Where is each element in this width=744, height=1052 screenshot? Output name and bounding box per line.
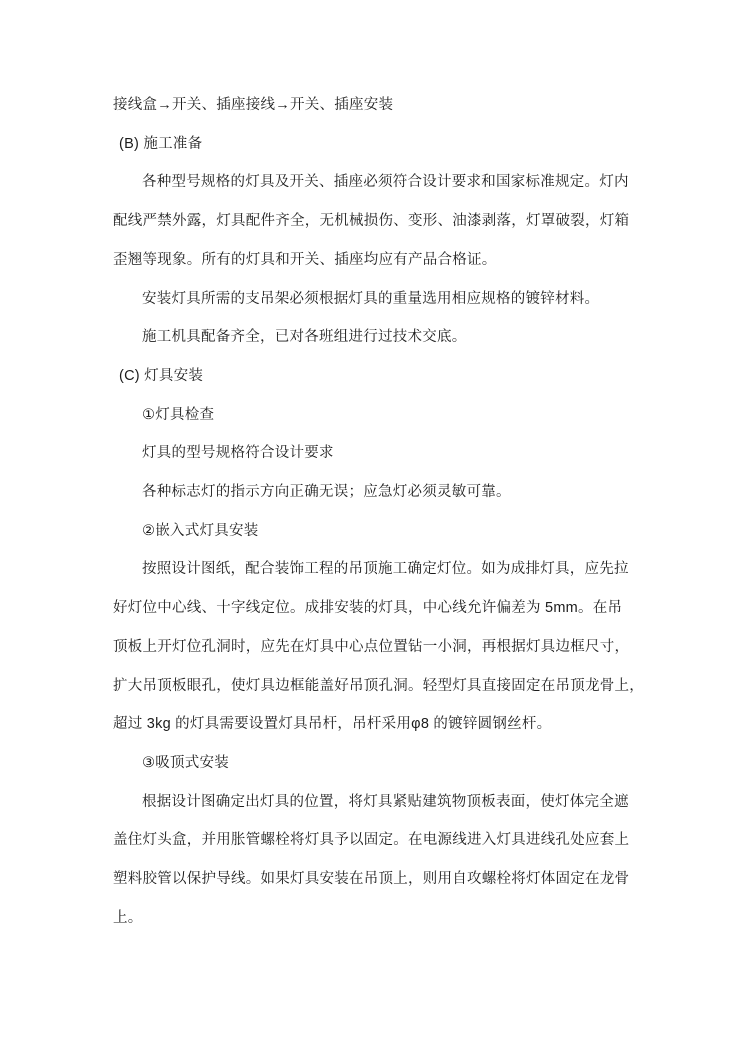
- text-line: 扩大吊顶板眼孔，使灯具边框能盖好吊顶孔洞。轻型灯具直接固定在吊顶龙骨上，: [113, 677, 644, 694]
- text-line: 盖住灯头盒，并用胀管螺栓将灯具予以固定。在电源线进入灯具进线孔处应套上: [113, 832, 630, 849]
- text-line: ③吸顶式安装: [142, 754, 229, 771]
- heading-b-construction-preparation: [113, 125, 635, 164]
- paragraph-model-spec: [113, 434, 635, 473]
- paragraph-tools-ready: [113, 318, 635, 357]
- heading-c-fixture-installation: [113, 357, 635, 396]
- paragraph-hanger-material: [113, 280, 635, 319]
- text-line: 歪翘等现象。所有的灯具和开关、插座均应有产品合格证。: [113, 251, 497, 268]
- text-line: 上。: [113, 909, 143, 926]
- text-line: ①灯具检查: [142, 406, 215, 423]
- text-line: 顶板上开灯位孔洞时，应先在灯具中心点位置钻一小洞，再根据灯具边框尺寸，: [113, 638, 630, 655]
- paragraph-sign-lamps: [113, 473, 635, 512]
- flow-sequence-line: [113, 86, 635, 125]
- item-3-ceiling-mounted-installation: [113, 744, 635, 783]
- text-line: ②嵌入式灯具安装: [142, 522, 259, 539]
- text-line: 配线严禁外露，灯具配件齐全，无机械损伤、变形、油漆剥落，灯罩破裂，灯箱: [113, 213, 630, 230]
- text-line: 各种型号规格的灯具及开关、插座必须符合设计要求和国家标准规定。灯内: [142, 174, 629, 191]
- item-1-fixture-inspection: [113, 396, 635, 435]
- text-line: (B) 施工准备: [119, 135, 203, 152]
- text-line: 接线盒→开关、插座接线→开关、插座安装: [113, 97, 394, 113]
- text-line: 根据设计图确定出灯具的位置，将灯具紧贴建筑物顶板表面，使灯体完全遮: [142, 793, 629, 810]
- item-2-recessed-installation: [113, 512, 635, 551]
- text-line: 按照设计图纸，配合装饰工程的吊顶施工确定灯位。如为成排灯具，应先拉: [142, 561, 629, 578]
- paragraph-recessed-detail: [113, 550, 644, 744]
- text-line: 灯具的型号规格符合设计要求: [142, 445, 334, 462]
- text-line: 好灯位中心线、十字线定位。成排安装的灯具，中心线允许偏差为 5mm。在吊: [113, 600, 623, 617]
- text-line: 安装灯具所需的支吊架必须根据灯具的重量选用相应规格的镀锌材料。: [142, 290, 600, 307]
- text-line: 塑料胶管以保护导线。如果灯具安装在吊顶上，则用自攻螺栓将灯体固定在龙骨: [113, 871, 630, 888]
- text-line: 各种标志灯的指示方向正确无误；应急灯必须灵敏可靠。: [142, 484, 511, 501]
- paragraph-ceiling-detail: [113, 783, 635, 938]
- text-line: (C) 灯具安装: [119, 367, 204, 384]
- text-line: 超过 3kg 的灯具需要设置灯具吊杆，吊杆采用φ8 的镀锌圆钢丝杆。: [113, 716, 552, 733]
- text-line: 施工机具配备齐全，已对各班组进行过技术交底。: [142, 329, 467, 346]
- paragraph-fixture-requirements: [113, 163, 635, 279]
- document-body: [113, 86, 644, 937]
